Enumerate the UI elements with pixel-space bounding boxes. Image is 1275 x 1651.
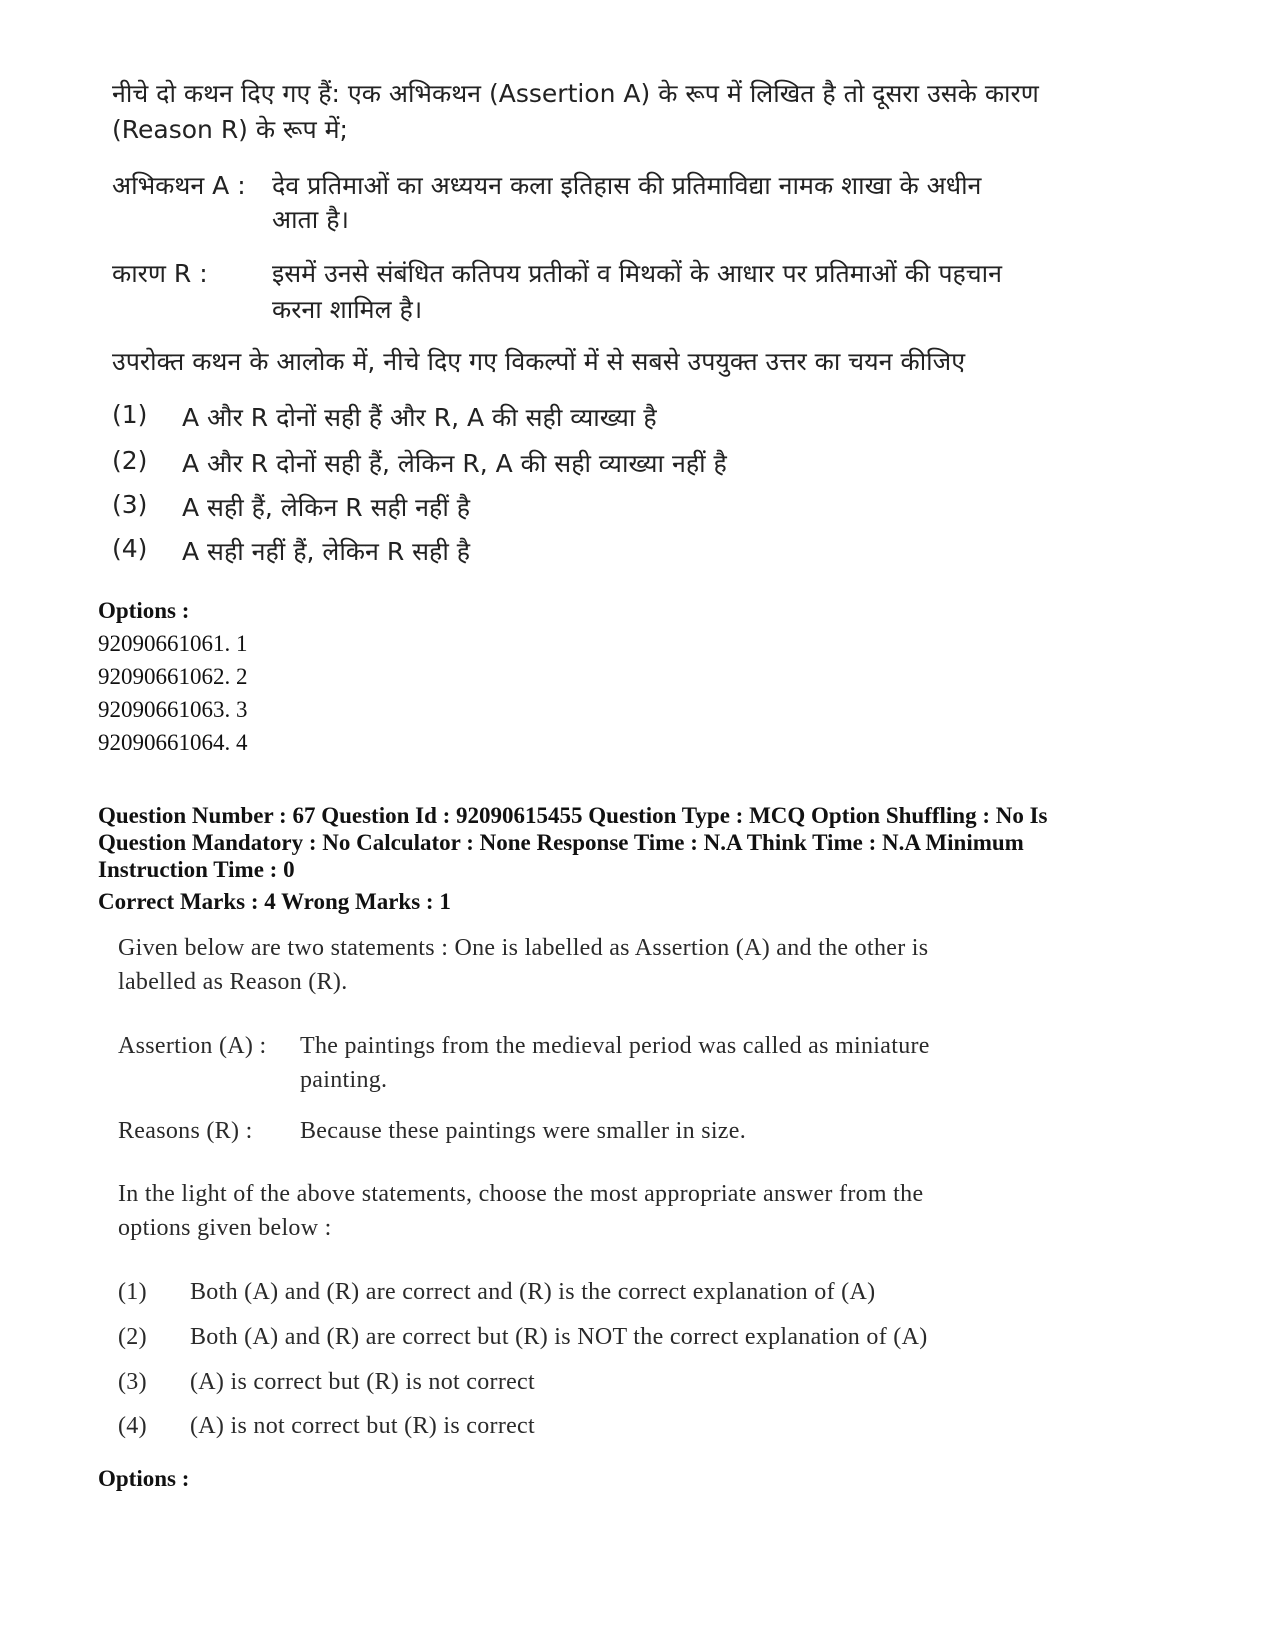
english-choice-number: (1) (118, 1279, 147, 1305)
hindi-instruction: उपरोक्त कथन के आलोक में, नीचे दिए गए विकल्पों में से सबसे उपयुक्त उत्तर का चयन कीजिए (112, 347, 966, 376)
english-assertion-label: Assertion (A) : (118, 1033, 267, 1059)
option-item: 92090661063. 3 (98, 697, 248, 722)
hindi-reason-line2: करना शामिल है। (272, 295, 423, 324)
english-choice-number: (3) (118, 1369, 147, 1395)
hindi-choice-number: (3) (112, 490, 148, 519)
option-item: 92090661064. 4 (98, 730, 248, 755)
hindi-choice-number: (4) (112, 534, 148, 563)
english-choice-text: (A) is not correct but (R) is correct (190, 1413, 535, 1439)
english-assertion-line1: The paintings from the medieval period was called as miniature (300, 1033, 930, 1059)
english-choice-text: (A) is correct but (R) is not correct (190, 1369, 535, 1395)
english-instruction-line1: In the light of the above statements, choose the most appropriate answer from the (118, 1181, 924, 1207)
hindi-assertion-label: अभिकथन A : (112, 171, 246, 200)
hindi-reason-label: कारण R : (112, 259, 208, 288)
hindi-reason-line1: इसमें उनसे संबंधित कतिपय प्रतीकों व मिथकों के आधार पर प्रतिमाओं की पहचान (272, 259, 1003, 288)
english-choice-text: Both (A) and (R) are correct and (R) is the correct explanation of (A) (190, 1279, 876, 1305)
english-choice-text: Both (A) and (R) are correct but (R) is NOT the correct explanation of (A) (190, 1324, 928, 1350)
option-item: 92090661061. 1 (98, 631, 248, 656)
hindi-assertion-line1: देव प्रतिमाओं का अध्ययन कला इतिहास की प्रतिमाविद्या नामक शाखा के अधीन (272, 171, 982, 200)
option-item: 92090661062. 2 (98, 664, 248, 689)
english-instruction-line2: options given below : (118, 1215, 332, 1241)
question-marks: Correct Marks : 4 Wrong Marks : 1 (98, 889, 451, 914)
hindi-choice-text: A सही नहीं हैं, लेकिन R सही है (182, 537, 471, 566)
english-choice-number: (2) (118, 1324, 147, 1350)
options-heading: Options : (98, 598, 190, 623)
hindi-choice-text: A सही हैं, लेकिन R सही नहीं है (182, 493, 471, 522)
hindi-intro-line1: नीचे दो कथन दिए गए हैं: एक अभिकथन (Assertion A) के रूप में लिखित है तो दूसरा उसके कारण (112, 79, 1039, 108)
english-intro-line2: labelled as Reason (R). (118, 969, 348, 995)
english-assertion-line2: painting. (300, 1067, 388, 1093)
english-reason-line1: Because these paintings were smaller in size. (300, 1118, 747, 1144)
hindi-choice-number: (1) (112, 400, 148, 429)
hindi-intro-line2: (Reason R) के रूप में; (112, 115, 348, 144)
hindi-choice-number: (2) (112, 446, 148, 475)
question-meta-line2: Question Mandatory : No Calculator : None Response Time : N.A Think Time : N.A Minimum (98, 830, 1024, 855)
hindi-choice-text: A और R दोनों सही हैं, लेकिन R, A की सही व्याख्या नहीं है (182, 449, 727, 478)
hindi-assertion-line2: आता है। (272, 205, 349, 234)
options-heading: Options : (98, 1466, 190, 1491)
english-reason-label: Reasons (R) : (118, 1118, 253, 1144)
question-meta-line1: Question Number : 67 Question Id : 92090615455 Question Type : MCQ Option Shuffling : No Is (98, 803, 1048, 828)
english-intro-line1: Given below are two statements : One is labelled as Assertion (A) and the other is (118, 935, 929, 961)
hindi-choice-text: A और R दोनों सही हैं और R, A की सही व्याख्या है (182, 403, 657, 432)
english-choice-number: (4) (118, 1413, 147, 1439)
question-meta-line3: Instruction Time : 0 (98, 857, 295, 882)
